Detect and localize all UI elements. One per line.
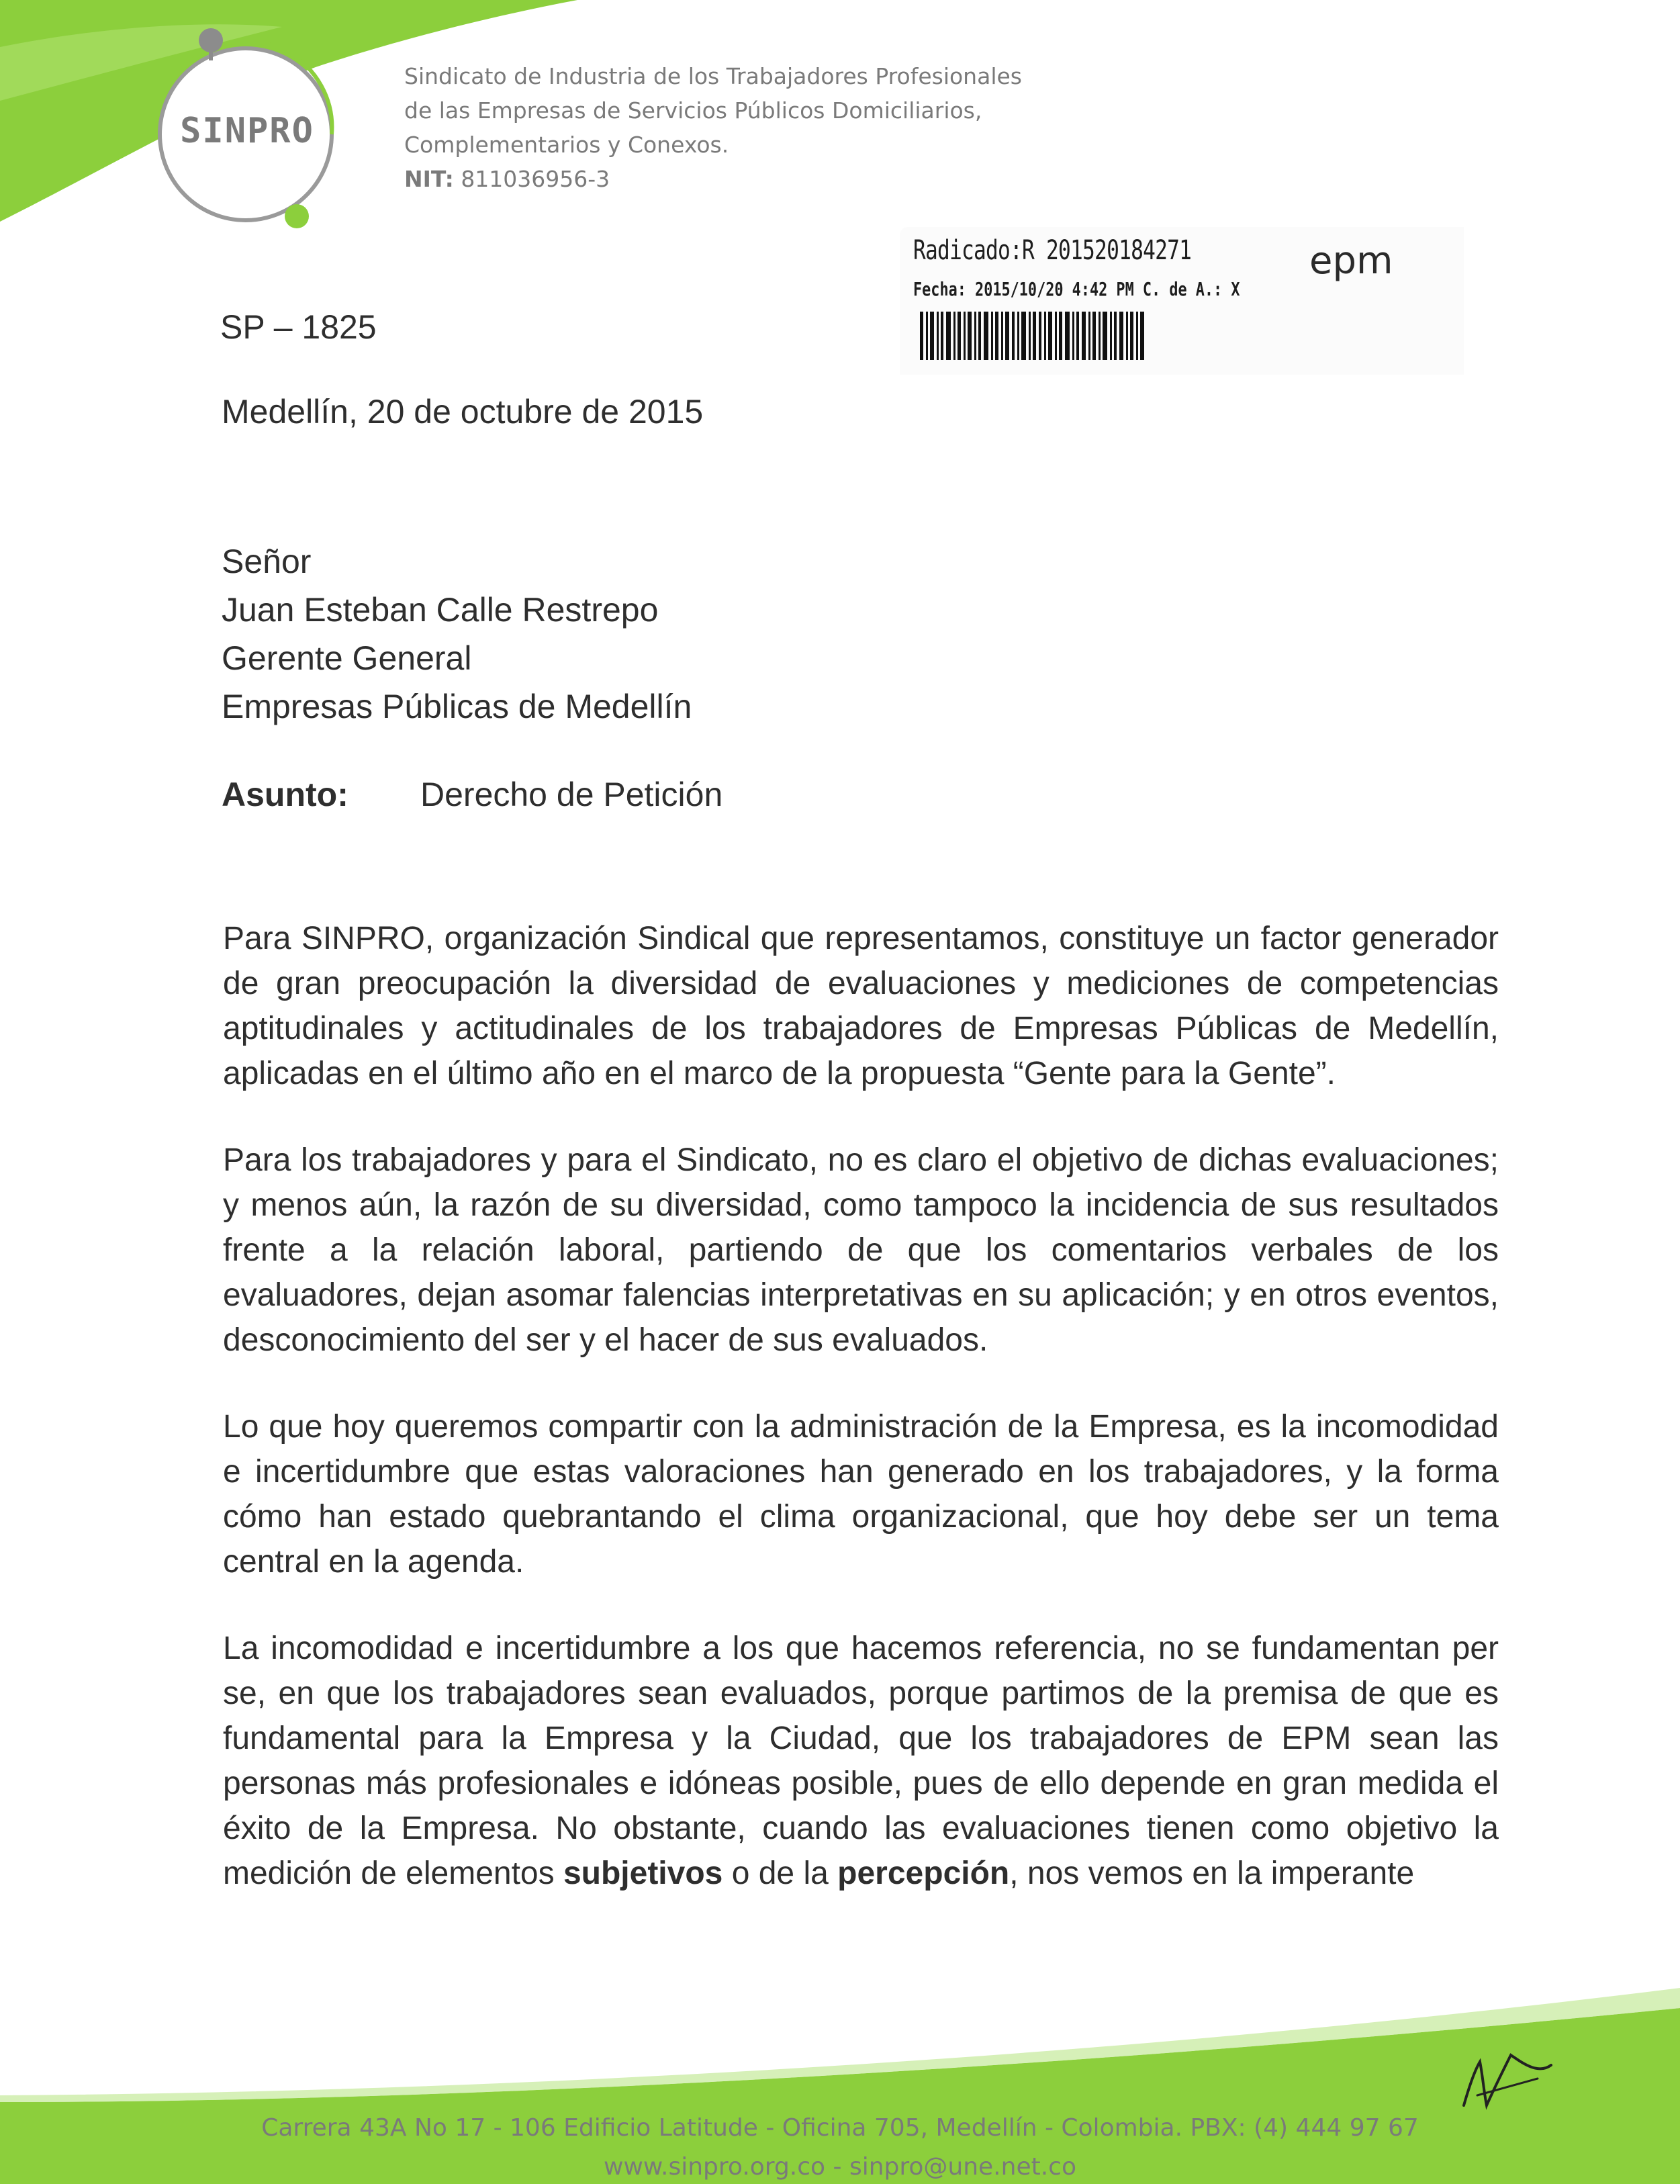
- footer-green-band: [0, 1968, 1680, 2184]
- paragraph-3: Lo que hoy queremos compartir con la administración de la Empresa, es la incomodidad e incertidumbre que estas valoraciones han generado en los trabajadores, y la forma cómo han estado quebrantando el clima organizacional, que hoy debe ser un tema central en la agenda.: [223, 1409, 1499, 1580]
- svg-text:SINPRO: SINPRO: [180, 111, 314, 151]
- recipient-block: [222, 537, 692, 731]
- recipient-salutation: Señor: [222, 543, 312, 580]
- recipient-title: Gerente General: [222, 639, 472, 677]
- org-name-line-2: de las Empresas de Servicios Públicos Domiciliarios,: [404, 97, 982, 124]
- bold-subjetivos: subjetivos: [563, 1856, 723, 1891]
- letter-date: Medellín, 20 de octubre de 2015: [222, 393, 704, 430]
- nit-label: NIT:: [404, 166, 454, 192]
- letter-reference: SP – 1825: [220, 308, 377, 346]
- paragraph-2: Para los trabajadores y para el Sindicato, no es claro el objetivo de dichas evaluaciones; y menos aún, la razón de su diversidad, como tampoco la incidencia de sus resultados frente a la relación laboral, partiendo de que los comentarios verbales de los evaluadores, dejan asomar falencias interpretativas en su aplicación; y en otros eventos, desconocimiento del ser y el hacer de sus evaluados.: [223, 1142, 1499, 1358]
- org-name-line-3: Complementarios y Conexos.: [404, 132, 729, 158]
- nit-value: 811036956-3: [461, 166, 610, 192]
- subject-label: Asunto:: [222, 776, 348, 813]
- stamp-fecha: Fecha: 2015/10/20 4:42 PM C. de A.: X: [913, 278, 1240, 300]
- stamp-radicado: Radicado:R 201520184271: [913, 235, 1192, 266]
- barcode-image: [920, 312, 1148, 360]
- handwritten-initials: [1457, 2042, 1558, 2115]
- sinpro-logo: [132, 20, 373, 242]
- recipient-company: Empresas Públicas de Medellín: [222, 688, 692, 725]
- paragraph-4: La incomodidad e incertidumbre a los que hacemos referencia, no se fundamentan per se, en que los trabajadores sean evaluados, porque partimos de la premisa de que es fundamental para la Empresa y la Ciudad, que los trabajadores de EPM sean las personas más profesionales e idóneas posible, pues de ello depende en gran medida el éxito de la Empresa. No obstante, cuando las evaluaciones tienen como objetivo la medición de elementos subjetivos o de la percepción, nos vemos en la imperante: [223, 1631, 1499, 1891]
- footer-address: Carrera 43A No 17 - 106 Edificio Latitude - Oficina 705, Medellín - Colombia. PBX: (4) 444 97 67: [261, 2114, 1419, 2142]
- nit-line: [404, 162, 1022, 196]
- filing-stamp: [900, 227, 1464, 375]
- letter-body: [223, 916, 1499, 1938]
- epm-logo: epm: [1309, 239, 1393, 283]
- bold-percepcion: percepción: [837, 1856, 1010, 1891]
- recipient-name: Juan Esteban Calle Restrepo: [222, 591, 659, 629]
- subject-line: [222, 775, 722, 814]
- subject-value: Derecho de Petición: [420, 776, 723, 813]
- paragraph-1: Para SINPRO, organización Sindical que representamos, constituye un factor generador de gran preocupación la diversidad de evaluaciones y mediciones de competencias aptitudinales y actitudinales de los trabajadores de Empresas Públicas de Medellín, aplicadas en el último año en el marco de la propuesta “Gente para la Gente”.: [223, 921, 1499, 1091]
- organization-info: [404, 59, 1022, 196]
- footer-web: www.sinpro.org.co - sinpro@une.net.co: [604, 2153, 1076, 2181]
- org-name-line-1: Sindicato de Industria de los Trabajadores Profesionales: [404, 63, 1022, 89]
